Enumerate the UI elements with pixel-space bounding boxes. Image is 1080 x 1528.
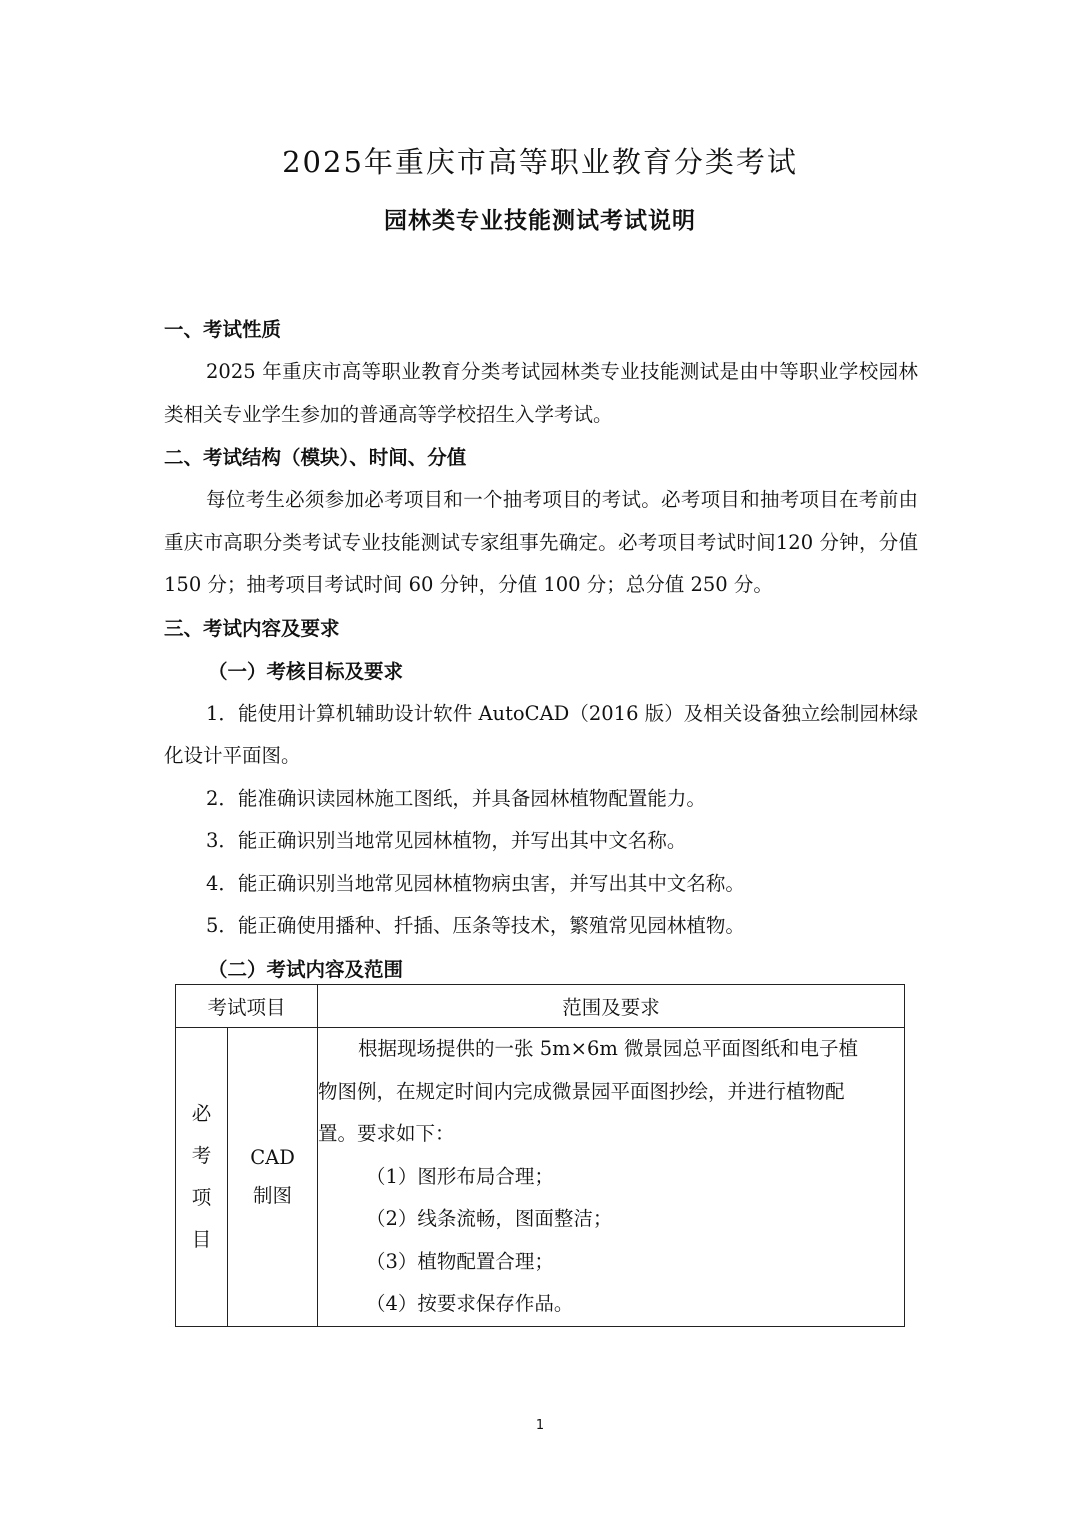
category-char: 必: [191, 1101, 212, 1125]
document-subtitle: 园林类专业技能测试考试说明: [384, 208, 696, 234]
list-item: 2．能准确识读园林施工图纸，并具备园林植物配置能力。: [206, 786, 706, 810]
requirement-line: 物图例，在规定时间内完成微景园平面图抄绘，并进行植物配: [318, 1079, 845, 1103]
table-header-row: [176, 985, 905, 1028]
list-item: 4．能正确识别当地常见园林植物病虫害，并写出其中文名称。: [206, 871, 745, 895]
category-char: 考: [191, 1143, 212, 1167]
paragraph-structure: 每位考生必须参加必考项目和一个抽考项目的考试。必考项目和抽考项目在考前由重庆市高职分类考试专业技能测试专家组事先确定。必考项目考试时间120 分钟，分值 150 分；抽考项目考试时间 60 分钟，分值 100 分；总分值 250 分。: [164, 488, 918, 596]
document-body: [164, 308, 918, 991]
list-item: 5．能正确使用播种、扦插、压条等技术，繁殖常见园林植物。: [206, 914, 745, 937]
document-title: 2025年重庆市高等职业教育分类考试: [282, 145, 798, 179]
exam-content-table: [175, 984, 905, 1327]
section-heading-nature: 一、考试性质: [164, 318, 282, 341]
requirement-line: （1）图形布局合理；: [366, 1164, 554, 1188]
table-header-scope: 范围及要求: [318, 985, 905, 1028]
requirements-cell: [318, 1028, 905, 1327]
list-item: 3．能正确识别当地常见园林植物，并写出其中文名称。: [206, 829, 687, 852]
requirement-line: （2）线条流畅，图面整洁；: [366, 1207, 613, 1230]
table-header-exam-item: 考试项目: [176, 985, 318, 1028]
item-cell: [228, 1028, 318, 1327]
requirement-line: （4）按要求保存作品。: [366, 1292, 574, 1315]
paragraph-nature: 2025 年重庆市高等职业教育分类考试园林类专业技能测试是由中等职业学校园林类相关专业学生参加的普通高等学校招生入学考试。: [164, 360, 918, 426]
requirement-line: 根据现场提供的一张 5m×6m 微景园总平面图纸和电子植: [358, 1037, 859, 1060]
subsection-heading-scope: （二）考试内容及范围: [208, 957, 404, 981]
page-number: 1: [535, 1418, 545, 1433]
subsection-heading-goals: （一）考核目标及要求: [208, 659, 404, 683]
item-name-line: 制图: [253, 1183, 293, 1207]
requirement-line: 置。要求如下：: [318, 1122, 455, 1145]
requirement-line: （3）植物配置合理；: [366, 1249, 554, 1273]
section-heading-content: 三、考试内容及要求: [164, 616, 340, 640]
category-char: 项: [191, 1185, 212, 1209]
list-item: 1．能使用计算机辅助设计软件 AutoCAD（2016 版）及相关设备独立绘制园林绿化设计平面图。: [164, 701, 918, 767]
item-name-line: CAD: [250, 1145, 295, 1169]
section-heading-structure: 二、考试结构（模块）、时间、分值: [164, 446, 467, 469]
category-char: 目: [191, 1227, 212, 1251]
category-cell: [176, 1028, 228, 1327]
table-row: [176, 1028, 905, 1327]
